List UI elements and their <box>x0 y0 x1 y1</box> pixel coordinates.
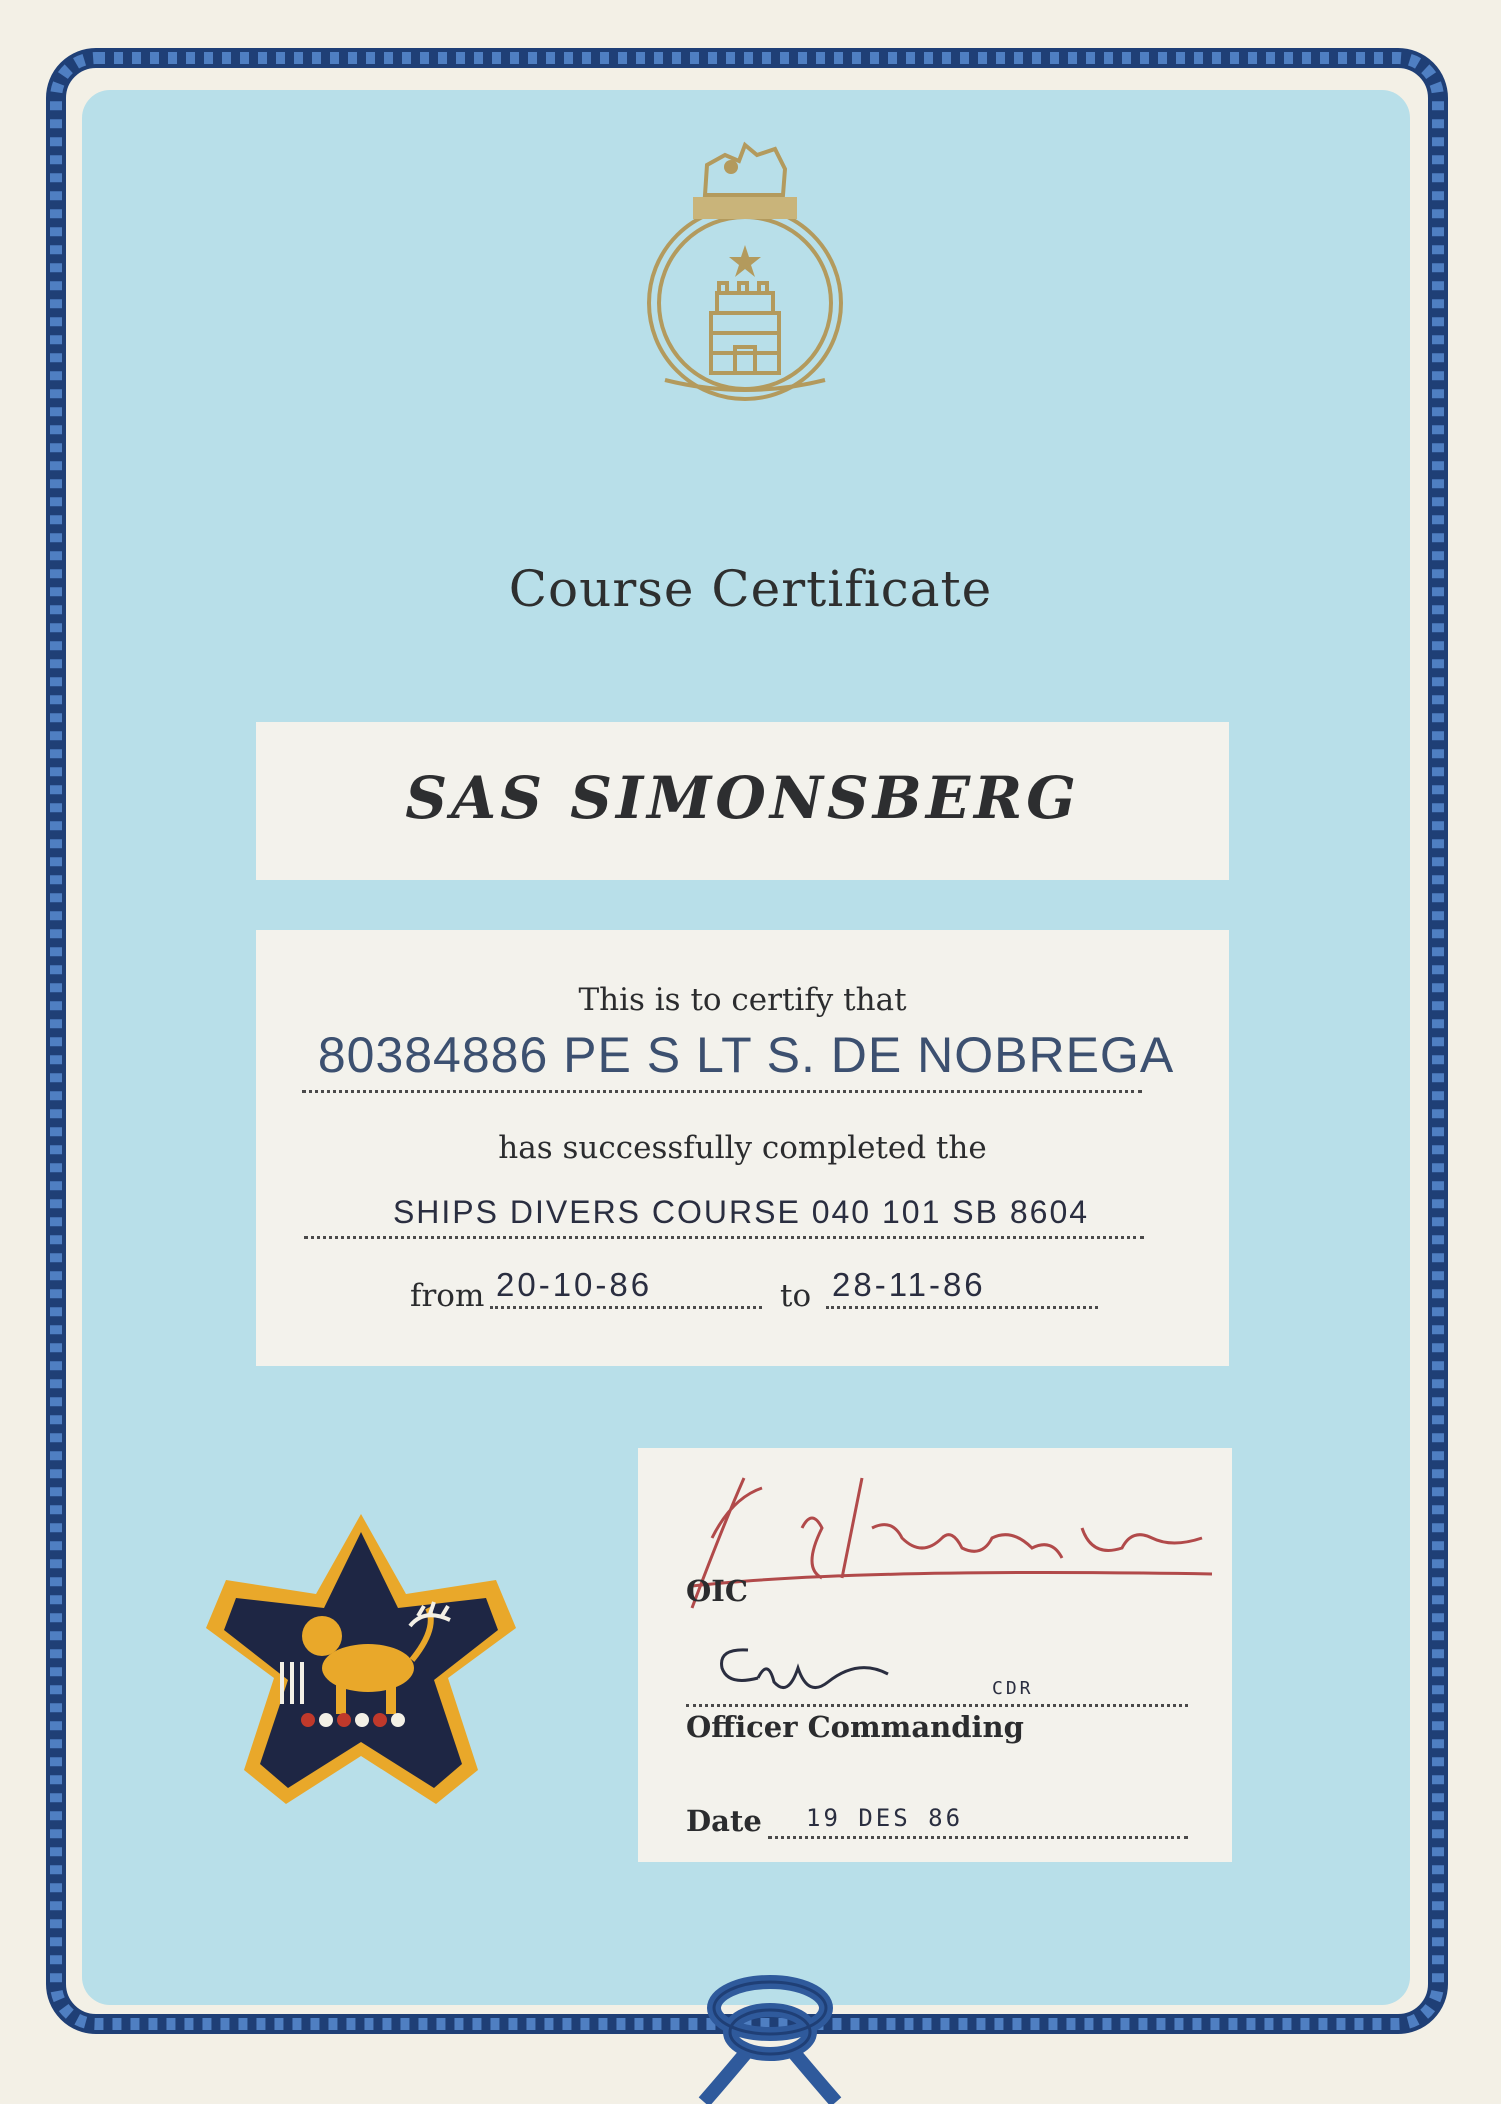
course-name: SHIPS DIVERS COURSE 040 101 SB 8604 <box>392 1194 1090 1230</box>
officer-signature <box>698 1638 918 1708</box>
to-label: to <box>780 1278 812 1314</box>
to-date: 28-11-86 <box>832 1266 986 1303</box>
from-date: 20-10-86 <box>496 1266 653 1303</box>
from-dotted-line <box>490 1306 762 1309</box>
ship-crest-icon <box>635 125 855 425</box>
oic-label: OIC <box>686 1574 748 1608</box>
officer-dotted-line <box>686 1704 1188 1707</box>
signature-panel <box>638 1448 1232 1862</box>
to-dotted-line <box>826 1306 1098 1309</box>
ship-name: SAS SIMONSBERG <box>405 764 1080 832</box>
signed-date: 19 DES 86 <box>806 1804 964 1832</box>
certificate-body-panel <box>256 930 1229 1366</box>
certificate-title: Course Certificate <box>508 560 993 618</box>
certify-text: This is to certify that <box>578 982 907 1018</box>
officer-label: Officer Commanding <box>686 1710 1024 1744</box>
navy-star-badge-icon <box>198 1508 524 1820</box>
recipient-name: 80384886 PE S LT S. DE NOBREGA <box>317 1027 1175 1083</box>
from-label: from <box>410 1278 485 1314</box>
recipient-dotted-line <box>302 1090 1142 1093</box>
date-dotted-line <box>768 1836 1188 1839</box>
completed-text: has successfully completed the <box>498 1130 987 1166</box>
rope-knot-icon <box>690 1962 850 2104</box>
course-dotted-line <box>304 1236 1144 1239</box>
ship-name-panel <box>256 722 1229 880</box>
officer-rank: CDR <box>992 1678 1034 1699</box>
date-label: Date <box>686 1804 762 1838</box>
